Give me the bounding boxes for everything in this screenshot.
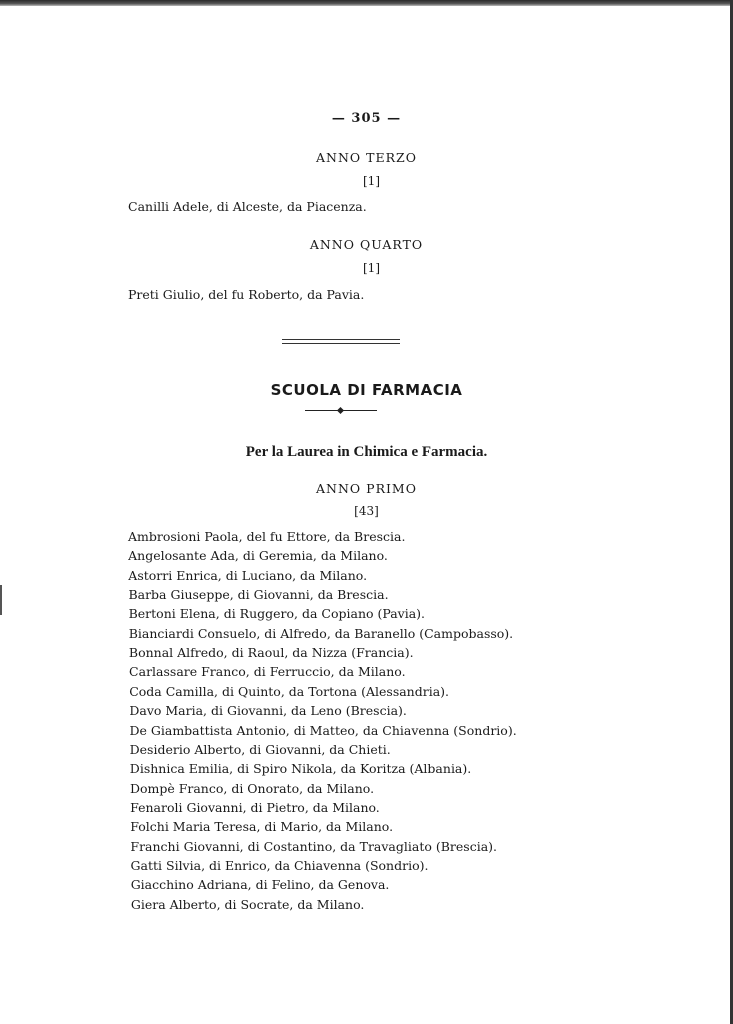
student-entry: Folchi Maria Teresa, di Mario, da Milano. <box>130 819 394 835</box>
student-entry: Franchi Giovanni, di Costantino, da Travagliato (Brescia). <box>130 838 498 854</box>
title-ornament <box>305 410 377 411</box>
year-heading-primo: ANNO PRIMO <box>316 481 417 496</box>
student-entry: Dompè Franco, di Onorato, da Milano. <box>129 780 375 796</box>
student-entry: Preti Giulio, del fu Roberto, da Pavia. <box>128 287 365 302</box>
student-entry: Bertoni Elena, di Ruggero, da Copiano (Pavia). <box>128 606 426 622</box>
count-terzo: [1] <box>363 174 380 188</box>
student-entry: Coda Camilla, di Quinto, da Tortona (Alessandria). <box>129 683 450 699</box>
student-entry: Ambrosioni Paola, del fu Ettore, da Brescia. <box>128 529 406 544</box>
student-entry: Canilli Adele, di Alceste, da Piacenza. <box>128 199 367 214</box>
student-entry: Dishnica Emilia, di Spiro Nikola, da Koritza (Albania). <box>129 761 472 777</box>
page-top-edge <box>0 0 733 6</box>
section-divider <box>282 339 400 344</box>
student-entry: Giacchino Adriana, di Felino, da Genova. <box>130 877 390 893</box>
student-entry: Astorri Enrica, di Luciano, da Milano. <box>128 567 368 583</box>
degree-heading: Per la Laurea in Chimica e Farmacia. <box>245 444 488 460</box>
count-quarto: [1] <box>363 261 380 275</box>
student-entry: Bianciardi Consuelo, di Alfredo, da Baranello (Campobasso). <box>128 625 514 641</box>
student-entry: De Giambattista Antonio, di Matteo, da Chiavenna (Sondrio). <box>129 722 517 738</box>
count-primo: [43] <box>354 504 379 518</box>
scan-margin-mark <box>0 585 2 615</box>
year-heading-quarto: ANNO QUARTO <box>309 237 424 252</box>
student-entry: Fenaroli Giovanni, di Pietro, da Milano. <box>130 799 380 815</box>
year-heading-terzo: ANNO TERZO <box>316 150 417 165</box>
student-entry: Carlassare Franco, di Ferruccio, da Milano. <box>129 664 406 680</box>
student-entry: Angelosante Ada, di Geremia, da Milano. <box>128 548 388 564</box>
school-title: SCUOLA DI FARMACIA <box>270 381 463 399</box>
student-entry: Davo Maria, di Giovanni, da Leno (Brescia). <box>129 703 407 719</box>
student-entry: Barba Giuseppe, di Giovanni, da Brescia. <box>128 587 389 603</box>
page-number: — 305 — <box>331 111 402 126</box>
student-entry: Desiderio Alberto, di Giovanni, da Chieti. <box>129 741 391 757</box>
student-entry: Gatti Silvia, di Enrico, da Chiavenna (Sondrio). <box>130 857 429 873</box>
student-entry: Giera Alberto, di Socrate, da Milano. <box>130 896 365 912</box>
student-entry: Bonnal Alfredo, di Raoul, da Nizza (Francia). <box>128 645 414 661</box>
